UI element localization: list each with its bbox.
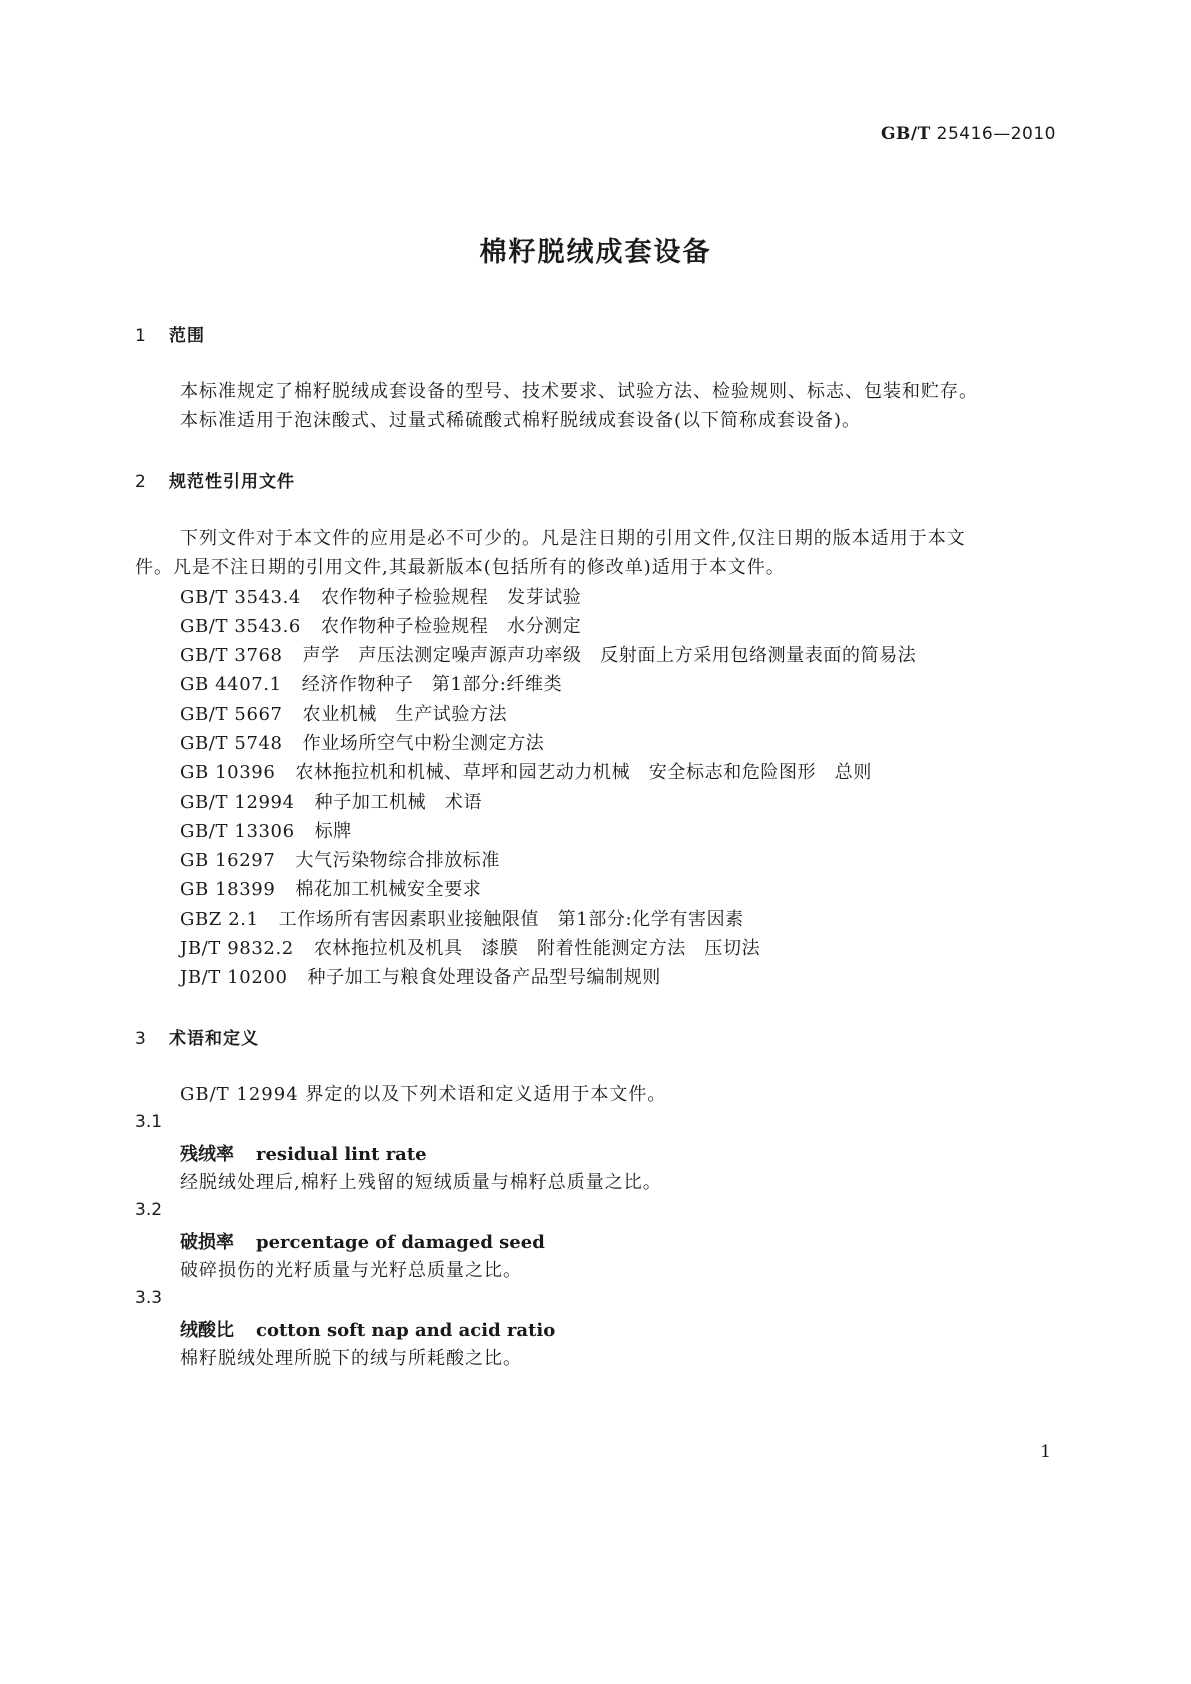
section-number: 1	[135, 326, 147, 346]
term-english: residual lint rate	[256, 1144, 427, 1165]
reference-title: 种子加工与粮食处理设备产品型号编制规则	[307, 967, 661, 988]
reference-item	[180, 963, 661, 989]
reference-title: 农林拖拉机及机具 漆膜 附着性能测定方法 压切法	[313, 938, 761, 959]
reference-item	[180, 905, 744, 931]
reference-title: 工作场所有害因素职业接触限值 第1部分:化学有害因素	[278, 909, 744, 930]
reference-code: GB/T 3543.6	[180, 616, 301, 637]
reference-code: GB/T 5748	[180, 733, 283, 754]
document-title: 棉籽脱绒成套设备	[479, 237, 712, 268]
reference-code: GB 10396	[180, 762, 276, 783]
reference-item	[180, 700, 507, 726]
reference-item	[180, 641, 916, 667]
reference-title: 标牌	[314, 821, 352, 842]
standard-number: 25416—2010	[936, 124, 1056, 144]
terms-intro: GB/T 12994 界定的以及下列术语和定义适用于本文件。	[180, 1084, 667, 1105]
normative-intro-line-1: 下列文件对于本文件的应用是必不可少的。凡是注日期的引用文件,仅注日期的版本适用于本文	[180, 528, 966, 549]
section-title: 规范性引用文件	[169, 472, 295, 492]
reference-item	[180, 846, 500, 872]
reference-code: GB 16297	[180, 850, 276, 871]
reference-title: 作业场所空气中粉尘测定方法	[302, 733, 545, 754]
scope-paragraph-1: 本标准规定了棉籽脱绒成套设备的型号、技术要求、试验方法、检验规则、标志、包装和贮存。	[180, 381, 978, 402]
reference-title: 农作物种子检验规程 水分测定	[320, 616, 582, 637]
reference-title: 农业机械 生产试验方法	[302, 704, 508, 725]
reference-title: 声学 声压法测定噪声源声功率级 反射面上方采用包络测量表面的简易法	[302, 645, 917, 666]
section-2-heading	[135, 467, 295, 492]
reference-code: GB/T 3543.4	[180, 587, 301, 608]
normative-intro-line-2: 件。凡是不注日期的引用文件,其最新版本(包括所有的修改单)适用于本文件。	[135, 557, 785, 578]
term-definition: 经脱绒处理后,棉籽上残留的短绒质量与棉籽总质量之比。	[180, 1172, 662, 1193]
section-number: 3	[135, 1029, 147, 1049]
reference-code: GB 18399	[180, 879, 276, 900]
reference-item	[180, 934, 760, 960]
reference-code: JB/T 10200	[180, 967, 288, 988]
reference-item	[180, 670, 562, 696]
term-definition: 棉籽脱绒处理所脱下的绒与所耗酸之比。	[180, 1348, 522, 1369]
term-number: 3.3	[135, 1288, 163, 1308]
reference-code: GB/T 3768	[180, 645, 283, 666]
reference-item	[180, 817, 352, 843]
reference-item	[180, 612, 581, 638]
reference-code: GBZ 2.1	[180, 909, 259, 930]
scope-paragraph-2: 本标准适用于泡沫酸式、过量式稀硫酸式棉籽脱绒成套设备(以下简称成套设备)。	[180, 410, 862, 431]
reference-item	[180, 788, 482, 814]
reference-code: GB/T 12994	[180, 792, 295, 813]
reference-item	[180, 583, 581, 609]
section-title: 范围	[169, 326, 205, 346]
section-title: 术语和定义	[169, 1029, 259, 1049]
reference-code: GB/T 13306	[180, 821, 295, 842]
term-chinese: 破损率	[180, 1232, 234, 1253]
reference-title: 农林拖拉机和机械、草坪和园艺动力机械 安全标志和危险图形 总则	[295, 762, 872, 783]
reference-item	[180, 758, 872, 784]
reference-item	[180, 729, 544, 755]
term-chinese: 绒酸比	[180, 1320, 234, 1341]
page-number: 1	[1040, 1442, 1051, 1462]
reference-title: 种子加工机械 术语	[314, 792, 483, 813]
reference-code: GB/T 5667	[180, 704, 283, 725]
reference-title: 农作物种子检验规程 发芽试验	[320, 587, 582, 608]
reference-title: 大气污染物综合排放标准	[295, 850, 500, 871]
reference-item	[180, 875, 481, 901]
section-3-heading	[135, 1024, 259, 1049]
term-chinese: 残绒率	[180, 1144, 234, 1165]
term-entry	[180, 1228, 545, 1254]
reference-code: JB/T 9832.2	[180, 938, 294, 959]
term-english: cotton soft nap and acid ratio	[256, 1320, 556, 1341]
term-number: 3.1	[135, 1112, 163, 1132]
reference-title: 经济作物种子 第1部分:纤维类	[301, 674, 563, 695]
term-number: 3.2	[135, 1200, 163, 1220]
standard-code	[881, 124, 1056, 144]
term-definition: 破碎损伤的光籽质量与光籽总质量之比。	[180, 1260, 522, 1281]
term-entry	[180, 1140, 427, 1166]
term-entry	[180, 1316, 555, 1342]
reference-title: 棉花加工机械安全要求	[295, 879, 482, 900]
reference-code: GB 4407.1	[180, 674, 282, 695]
section-number: 2	[135, 472, 147, 492]
standard-prefix: GB/T	[881, 124, 931, 144]
section-1-heading	[135, 321, 205, 346]
term-english: percentage of damaged seed	[256, 1232, 545, 1253]
